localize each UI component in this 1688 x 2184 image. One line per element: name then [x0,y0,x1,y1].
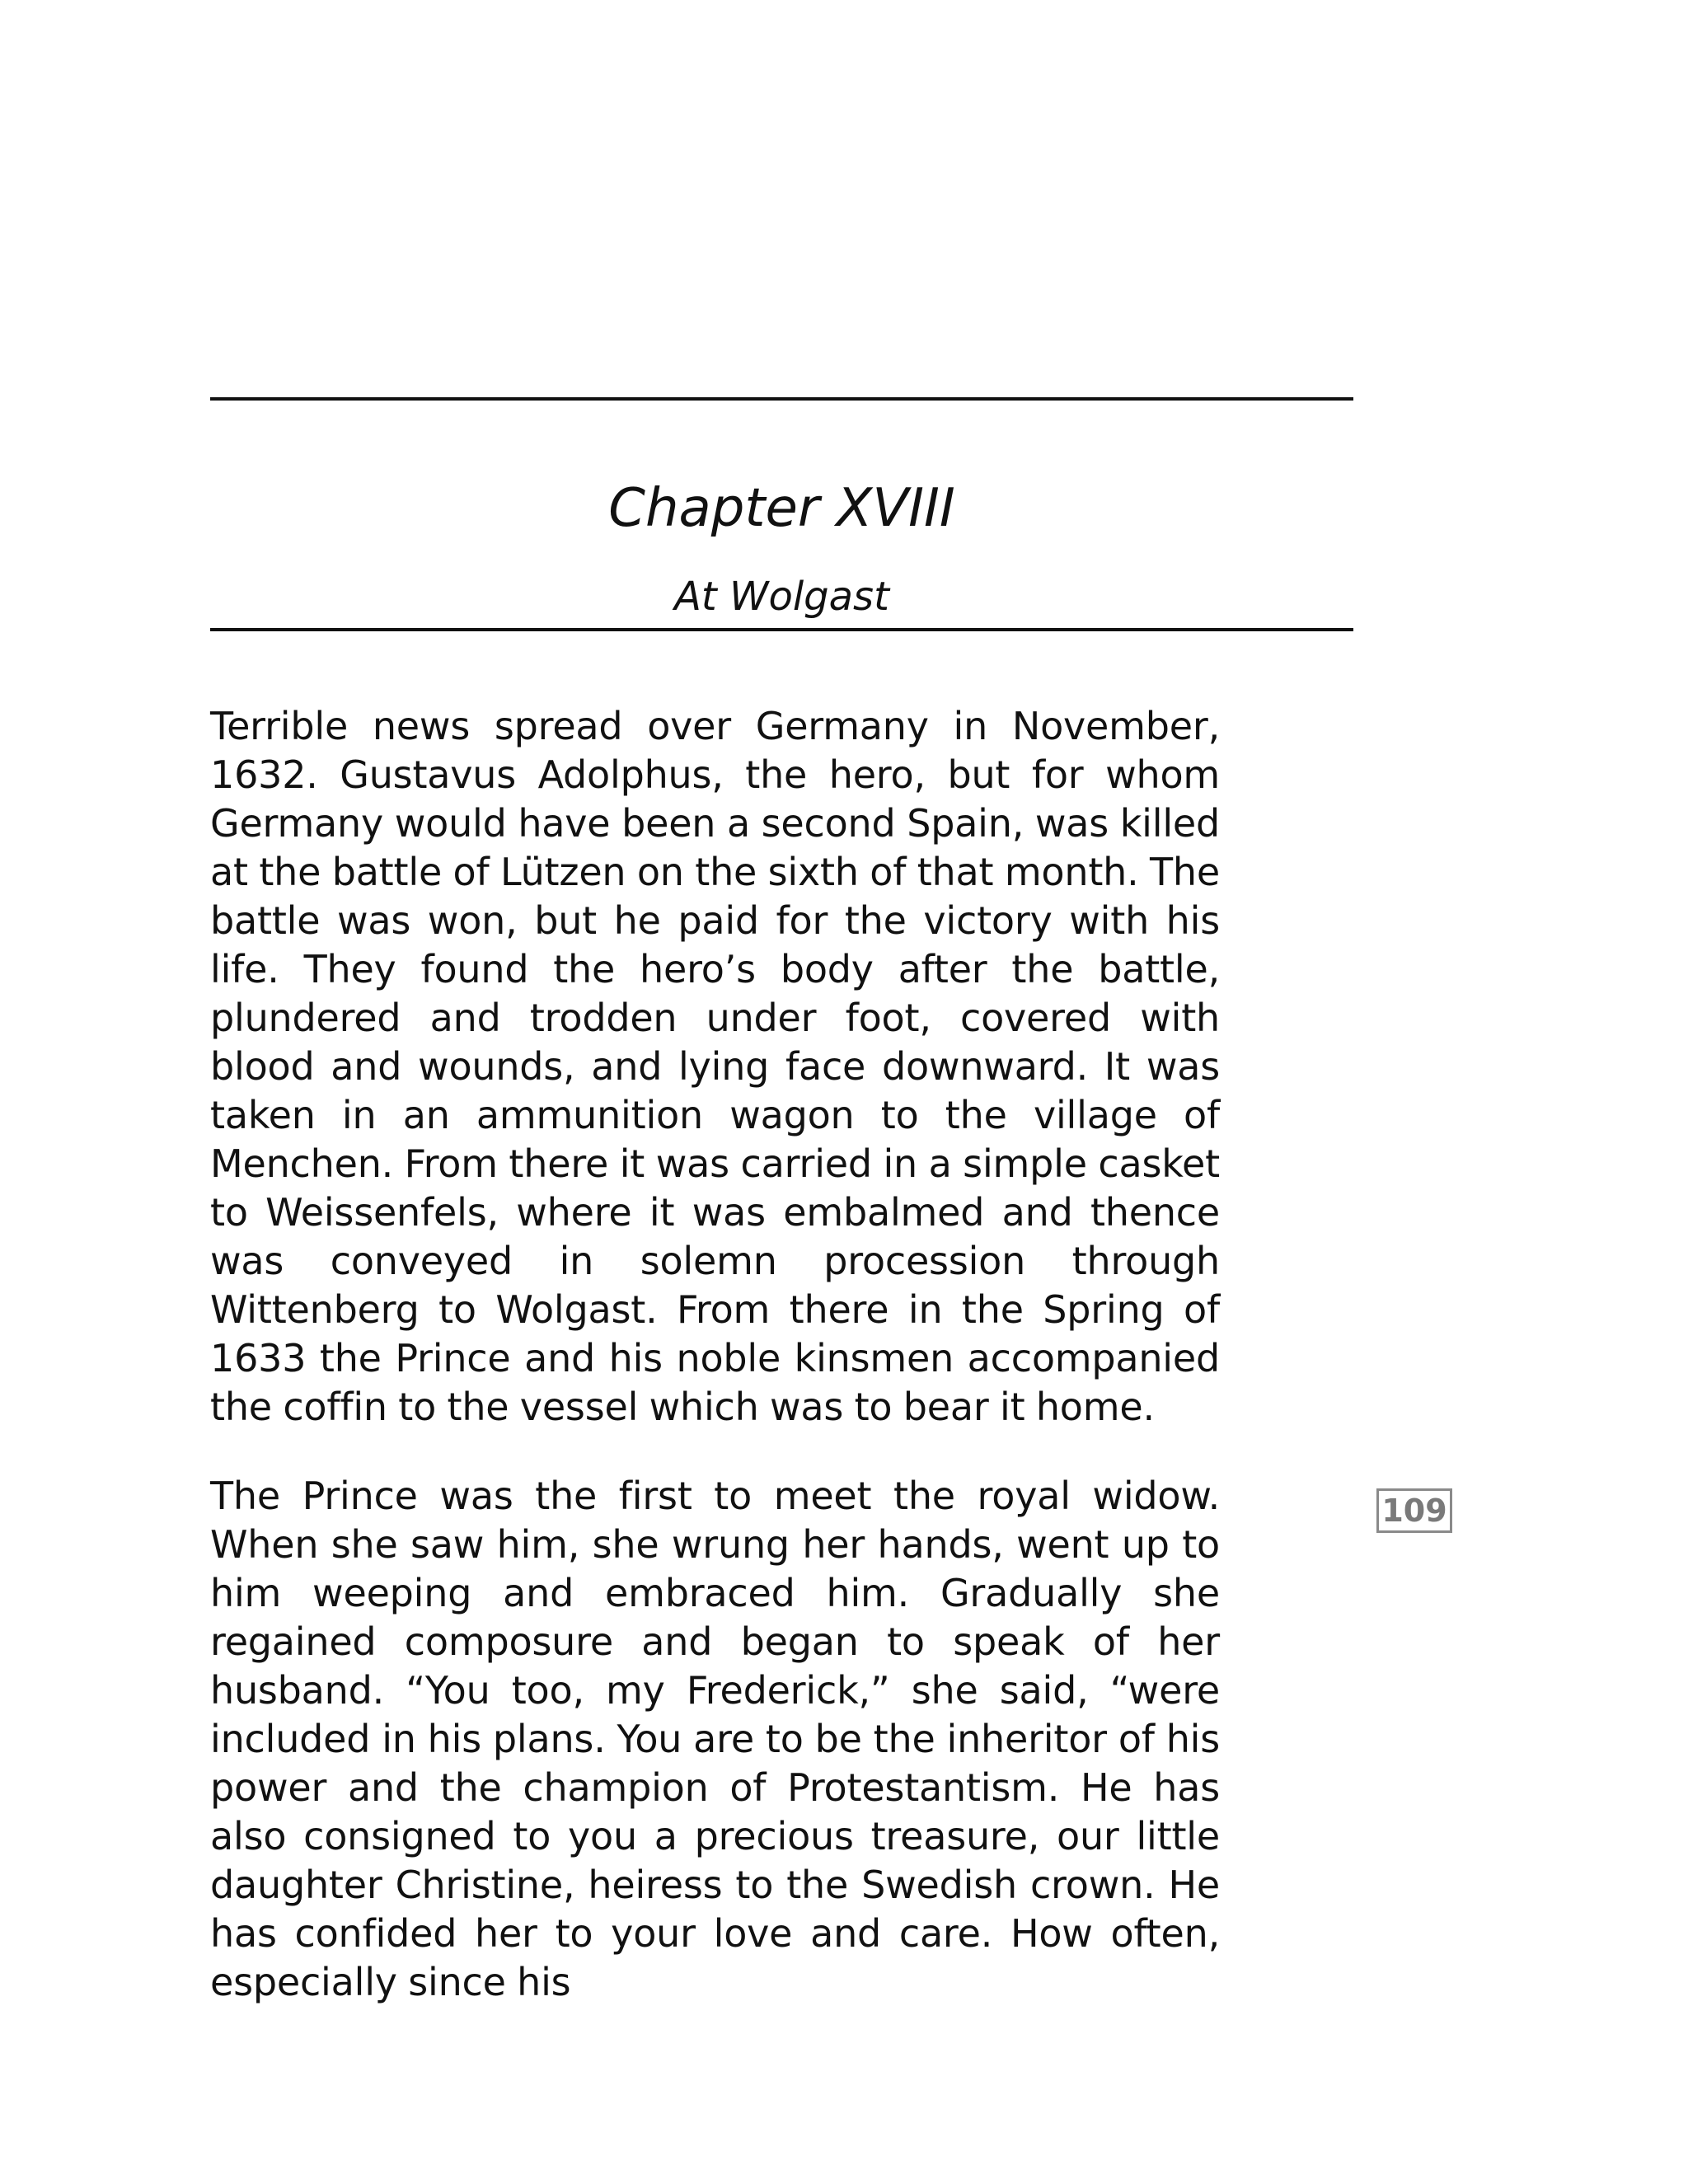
page-number: 109 [1376,1488,1452,1533]
body-text [210,702,1220,2047]
chapter-subtitle: At Wolgast [674,574,889,620]
chapter-top-rule [210,397,1353,401]
paragraph-2: The Prince was the first to meet the royal widow. When she saw him, she wrung her hands, went up to him weeping and embraced him. Gradually she regained composure and began to speak of her husband. “You too, my Frederick,” she said, “were included in his plans. You are to be the inheritor of his power and the champion of Protestantism. He has also consigned to you a precious treasure, our little daughter Christine, heiress to the Swedish crown. He has confided her to your love and care. How often, especially since his [210,1474,1220,2004]
chapter-bottom-rule [210,628,1353,631]
paragraph-1: Terrible news spread over Germany in November, 1632. Gustavus Adolphus, the hero, but for whom Germany would have been a second Spain, was killed at the battle of Lützen on the sixth of that month. The battle was won, but he paid for the victory with his life. They found the hero’s body after the battle, plundered and trodden under foot, covered with blood and wounds, and lying face downward. It was taken in an ammunition wagon to the village of Menchen. From there it was carried in a simple casket to Weissenfels, where it was embalmed and thence was conveyed in solemn procession through Wittenberg to Wolgast. From there in the Spring of 1633 the Prince and his noble kinsmen accompanied the coffin to the vessel which was to bear it home. [210,704,1220,1429]
chapter-title: Chapter XVIII [608,478,955,539]
